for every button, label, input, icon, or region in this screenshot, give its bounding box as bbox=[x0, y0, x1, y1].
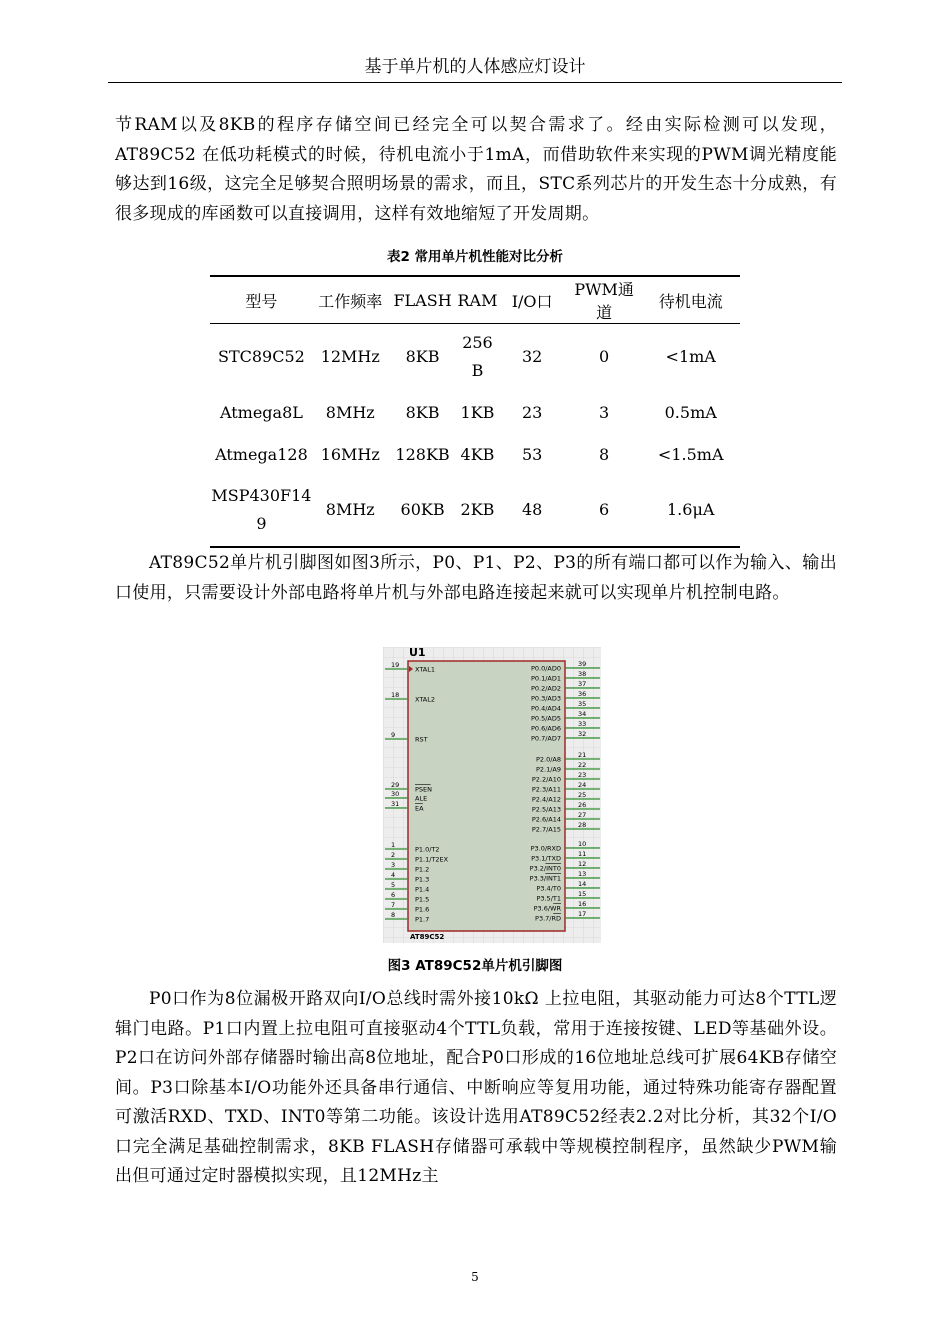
pin-number: 23 bbox=[578, 771, 587, 779]
table-cell: 16MHz bbox=[320, 444, 380, 464]
pin-number: 37 bbox=[578, 680, 587, 688]
pin-number: 34 bbox=[578, 710, 587, 718]
th-frequency: 工作频率 bbox=[313, 276, 388, 324]
paragraph-ports: P0口作为8位漏极开路双向I/O总线时需外接10kΩ 上拉电阻，其驱动能力可达8个TTL逻辑门电路。P1口内置上拉电阻可直接驱动4个TTL负载，常用于连接按键、LED等基础外设。P2口在访问外部存储器时输出高8位地址，配合P0口形成的16位地址总线可扩展64KB存储空间。P3口除基本I/O功能外还具备串行通信、中断响应等复用功能，通过特殊功能寄存器配置可激活RXD、TXD、INT0等第二功能。该设计选用AT89C52经表2.2对比分析，其32个I/O口完全满足基础控制需求，8KB FLASH存储器可承载中等规模控制程序，虽然缺少PWM输出但可通过定时器模拟实现，且12MHz主 bbox=[115, 989, 837, 1186]
pin-name: P0.5/AD5 bbox=[530, 714, 561, 723]
pin-number: 3 bbox=[391, 861, 396, 869]
pin-number: 2 bbox=[391, 851, 396, 859]
pin-name: P2.4/A12 bbox=[531, 795, 561, 804]
pin-name: P3.7/RD bbox=[535, 914, 561, 923]
pin-name: P2.2/A10 bbox=[531, 775, 561, 784]
pin-name: RST bbox=[415, 735, 428, 744]
table-cell: 8 bbox=[599, 444, 610, 464]
table-cell: 53 bbox=[521, 444, 543, 464]
pin-name: P2.3/A11 bbox=[531, 785, 561, 794]
pin-number: 31 bbox=[391, 800, 400, 808]
chip-part-label: AT89C52 bbox=[410, 933, 445, 941]
table-header-row bbox=[210, 276, 740, 324]
th-pwm: PWM通道 bbox=[567, 276, 642, 324]
pin-number: 32 bbox=[578, 730, 587, 738]
table-cell: 60KB bbox=[388, 475, 458, 547]
pin-number: 33 bbox=[578, 720, 587, 728]
pin-number: 39 bbox=[578, 660, 587, 668]
pin-name: P3.6/WR bbox=[533, 904, 561, 913]
pin-name: P3.1/TXD bbox=[531, 854, 561, 863]
table-cell: 2KB bbox=[457, 475, 497, 547]
pin-name: P1.5 bbox=[415, 895, 430, 904]
pin-number: 28 bbox=[578, 821, 587, 829]
pin-number: 9 bbox=[391, 731, 396, 739]
pin-number: 14 bbox=[578, 880, 587, 888]
pin-number: 12 bbox=[578, 860, 587, 868]
table-cell: 32 bbox=[521, 347, 543, 367]
table-row bbox=[210, 435, 740, 475]
pin-name: P2.5/A13 bbox=[531, 805, 561, 814]
pin-name: P3.4/T0 bbox=[536, 884, 561, 893]
pin-name: PSEN bbox=[415, 785, 433, 794]
pin-name: P0.4/AD4 bbox=[530, 704, 561, 713]
pin-number: 8 bbox=[391, 911, 396, 919]
table-cell: 0.5mA bbox=[664, 402, 717, 422]
table-cell: <1mA bbox=[665, 347, 716, 367]
th-io: I/O口 bbox=[497, 276, 566, 324]
paragraph-intro: 节RAM以及8KB的程序存储空间已经完全可以契合需求了。经由实际检测可以发现，AT89C52 在低功耗模式的时候，待机电流小于1mA，而借助软件来实现的PWM调光精度能够达到16级，这完全足够契合照明场景的需求，而且，STC系列芯片的开发生态十分成熟，有很多现成的库函数可以直接调用，这样有效地缩短了开发周期。 bbox=[115, 115, 837, 224]
pin-name: P2.7/A15 bbox=[531, 825, 561, 834]
pin-number: 18 bbox=[391, 691, 400, 699]
th-standby: 待机电流 bbox=[641, 276, 740, 324]
pin-number: 24 bbox=[578, 781, 587, 789]
pinout-figure bbox=[383, 647, 601, 943]
pin-name: P0.7/AD7 bbox=[530, 734, 561, 743]
table-cell: 256B bbox=[462, 333, 493, 381]
pin-name: P1.0/T2 bbox=[415, 845, 440, 854]
pin-number: 26 bbox=[578, 801, 587, 809]
table-cell: 12MHz bbox=[320, 347, 380, 367]
pin-name: P3.3/INT1 bbox=[529, 874, 561, 883]
table-cell: 8MHz bbox=[325, 402, 375, 422]
pin-number: 15 bbox=[578, 890, 587, 898]
table-cell: <1.5mA bbox=[657, 444, 724, 464]
pin-number: 17 bbox=[578, 910, 587, 918]
pin-name: P1.2 bbox=[415, 865, 430, 874]
pin-number: 6 bbox=[391, 891, 396, 899]
pin-name: P1.7 bbox=[415, 915, 430, 924]
pin-number: 1 bbox=[391, 841, 396, 849]
table-row bbox=[210, 475, 740, 547]
pin-number: 30 bbox=[391, 790, 400, 798]
table-cell: 23 bbox=[521, 402, 543, 422]
pin-number: 16 bbox=[578, 900, 587, 908]
comparison-table bbox=[210, 275, 740, 548]
table-cell: Atmega8L bbox=[219, 402, 303, 422]
th-flash: FLASH bbox=[388, 276, 458, 324]
pin-number: 27 bbox=[578, 811, 587, 819]
table-cell: 8KB bbox=[405, 402, 440, 422]
pin-number: 4 bbox=[391, 871, 396, 879]
table-cell: 3 bbox=[599, 402, 610, 422]
pin-name: P0.2/AD2 bbox=[530, 684, 561, 693]
pin-name: P2.0/A8 bbox=[535, 755, 561, 764]
pin-number: 5 bbox=[391, 881, 396, 889]
table-cell: 128KB bbox=[395, 444, 450, 464]
pin-number: 10 bbox=[578, 840, 587, 848]
table-cell: MSP430F149 bbox=[210, 475, 313, 547]
pin-name: P3.0/RXD bbox=[530, 844, 561, 853]
pin-number: 35 bbox=[578, 700, 587, 708]
pin-name: P0.3/AD3 bbox=[530, 694, 561, 703]
th-model: 型号 bbox=[210, 276, 313, 324]
table-cell: 8MHz bbox=[313, 475, 388, 547]
pin-name: P3.2/INT0 bbox=[529, 864, 561, 873]
pin-name: P0.0/AD0 bbox=[530, 664, 561, 673]
pin-number: 25 bbox=[578, 791, 587, 799]
figure-caption: 图3 AT89C52单片机引脚图 bbox=[387, 958, 563, 974]
table-cell: 0 bbox=[599, 347, 610, 367]
pin-name: EA bbox=[415, 804, 424, 813]
pin-name: P1.1/T2EX bbox=[415, 855, 449, 864]
pin-name: XTAL1 bbox=[415, 665, 436, 674]
pin-name: XTAL2 bbox=[415, 695, 436, 704]
running-header: 基于单片机的人体感应灯设计 bbox=[364, 57, 586, 77]
pin-number: 13 bbox=[578, 870, 587, 878]
pin-number: 11 bbox=[578, 850, 587, 858]
pin-name: P0.6/AD6 bbox=[530, 724, 561, 733]
page-number: 5 bbox=[471, 1270, 479, 1284]
pin-number: 7 bbox=[391, 901, 396, 909]
table-cell: Atmega128 bbox=[215, 444, 308, 464]
th-ram: RAM bbox=[457, 276, 497, 324]
pin-number: 29 bbox=[391, 781, 400, 789]
table-cell: 6 bbox=[567, 475, 642, 547]
table-cell: 1.6μA bbox=[641, 475, 740, 547]
table-cell: 1KB bbox=[460, 402, 495, 422]
pin-name: P1.6 bbox=[415, 905, 430, 914]
table-cell: 48 bbox=[497, 475, 566, 547]
pin-number: 38 bbox=[578, 670, 587, 678]
pin-name: P0.1/AD1 bbox=[530, 674, 561, 683]
pin-name: ALE bbox=[415, 794, 428, 803]
pin-name: P1.4 bbox=[415, 885, 430, 894]
table-cell: 8KB bbox=[405, 347, 440, 367]
header-rule bbox=[108, 82, 842, 83]
table-cell: STC89C52 bbox=[218, 347, 305, 367]
pin-number: 22 bbox=[578, 761, 587, 769]
pin-name: P1.3 bbox=[415, 875, 430, 884]
pin-number: 21 bbox=[578, 751, 587, 759]
pin-number: 36 bbox=[578, 690, 587, 698]
pin-number: 19 bbox=[391, 661, 400, 669]
pin-name: P2.1/A9 bbox=[535, 765, 561, 774]
chip-ref-label: U1 bbox=[409, 647, 426, 659]
pin-name: P3.5/T1 bbox=[536, 894, 561, 903]
table-row bbox=[210, 391, 740, 435]
table-caption: 表2 常用单片机性能对比分析 bbox=[386, 249, 564, 265]
table-cell: 4KB bbox=[460, 444, 495, 464]
table-row bbox=[210, 324, 740, 391]
pin-name: P2.6/A14 bbox=[531, 815, 561, 824]
paragraph-pin-intro: AT89C52单片机引脚图如图3所示，P0、P1、P2、P3的所有端口都可以作为输入、输出口使用，只需要设计外部电路将单片机与外部电路连接起来就可以实现单片机控制电路。 bbox=[115, 553, 837, 603]
